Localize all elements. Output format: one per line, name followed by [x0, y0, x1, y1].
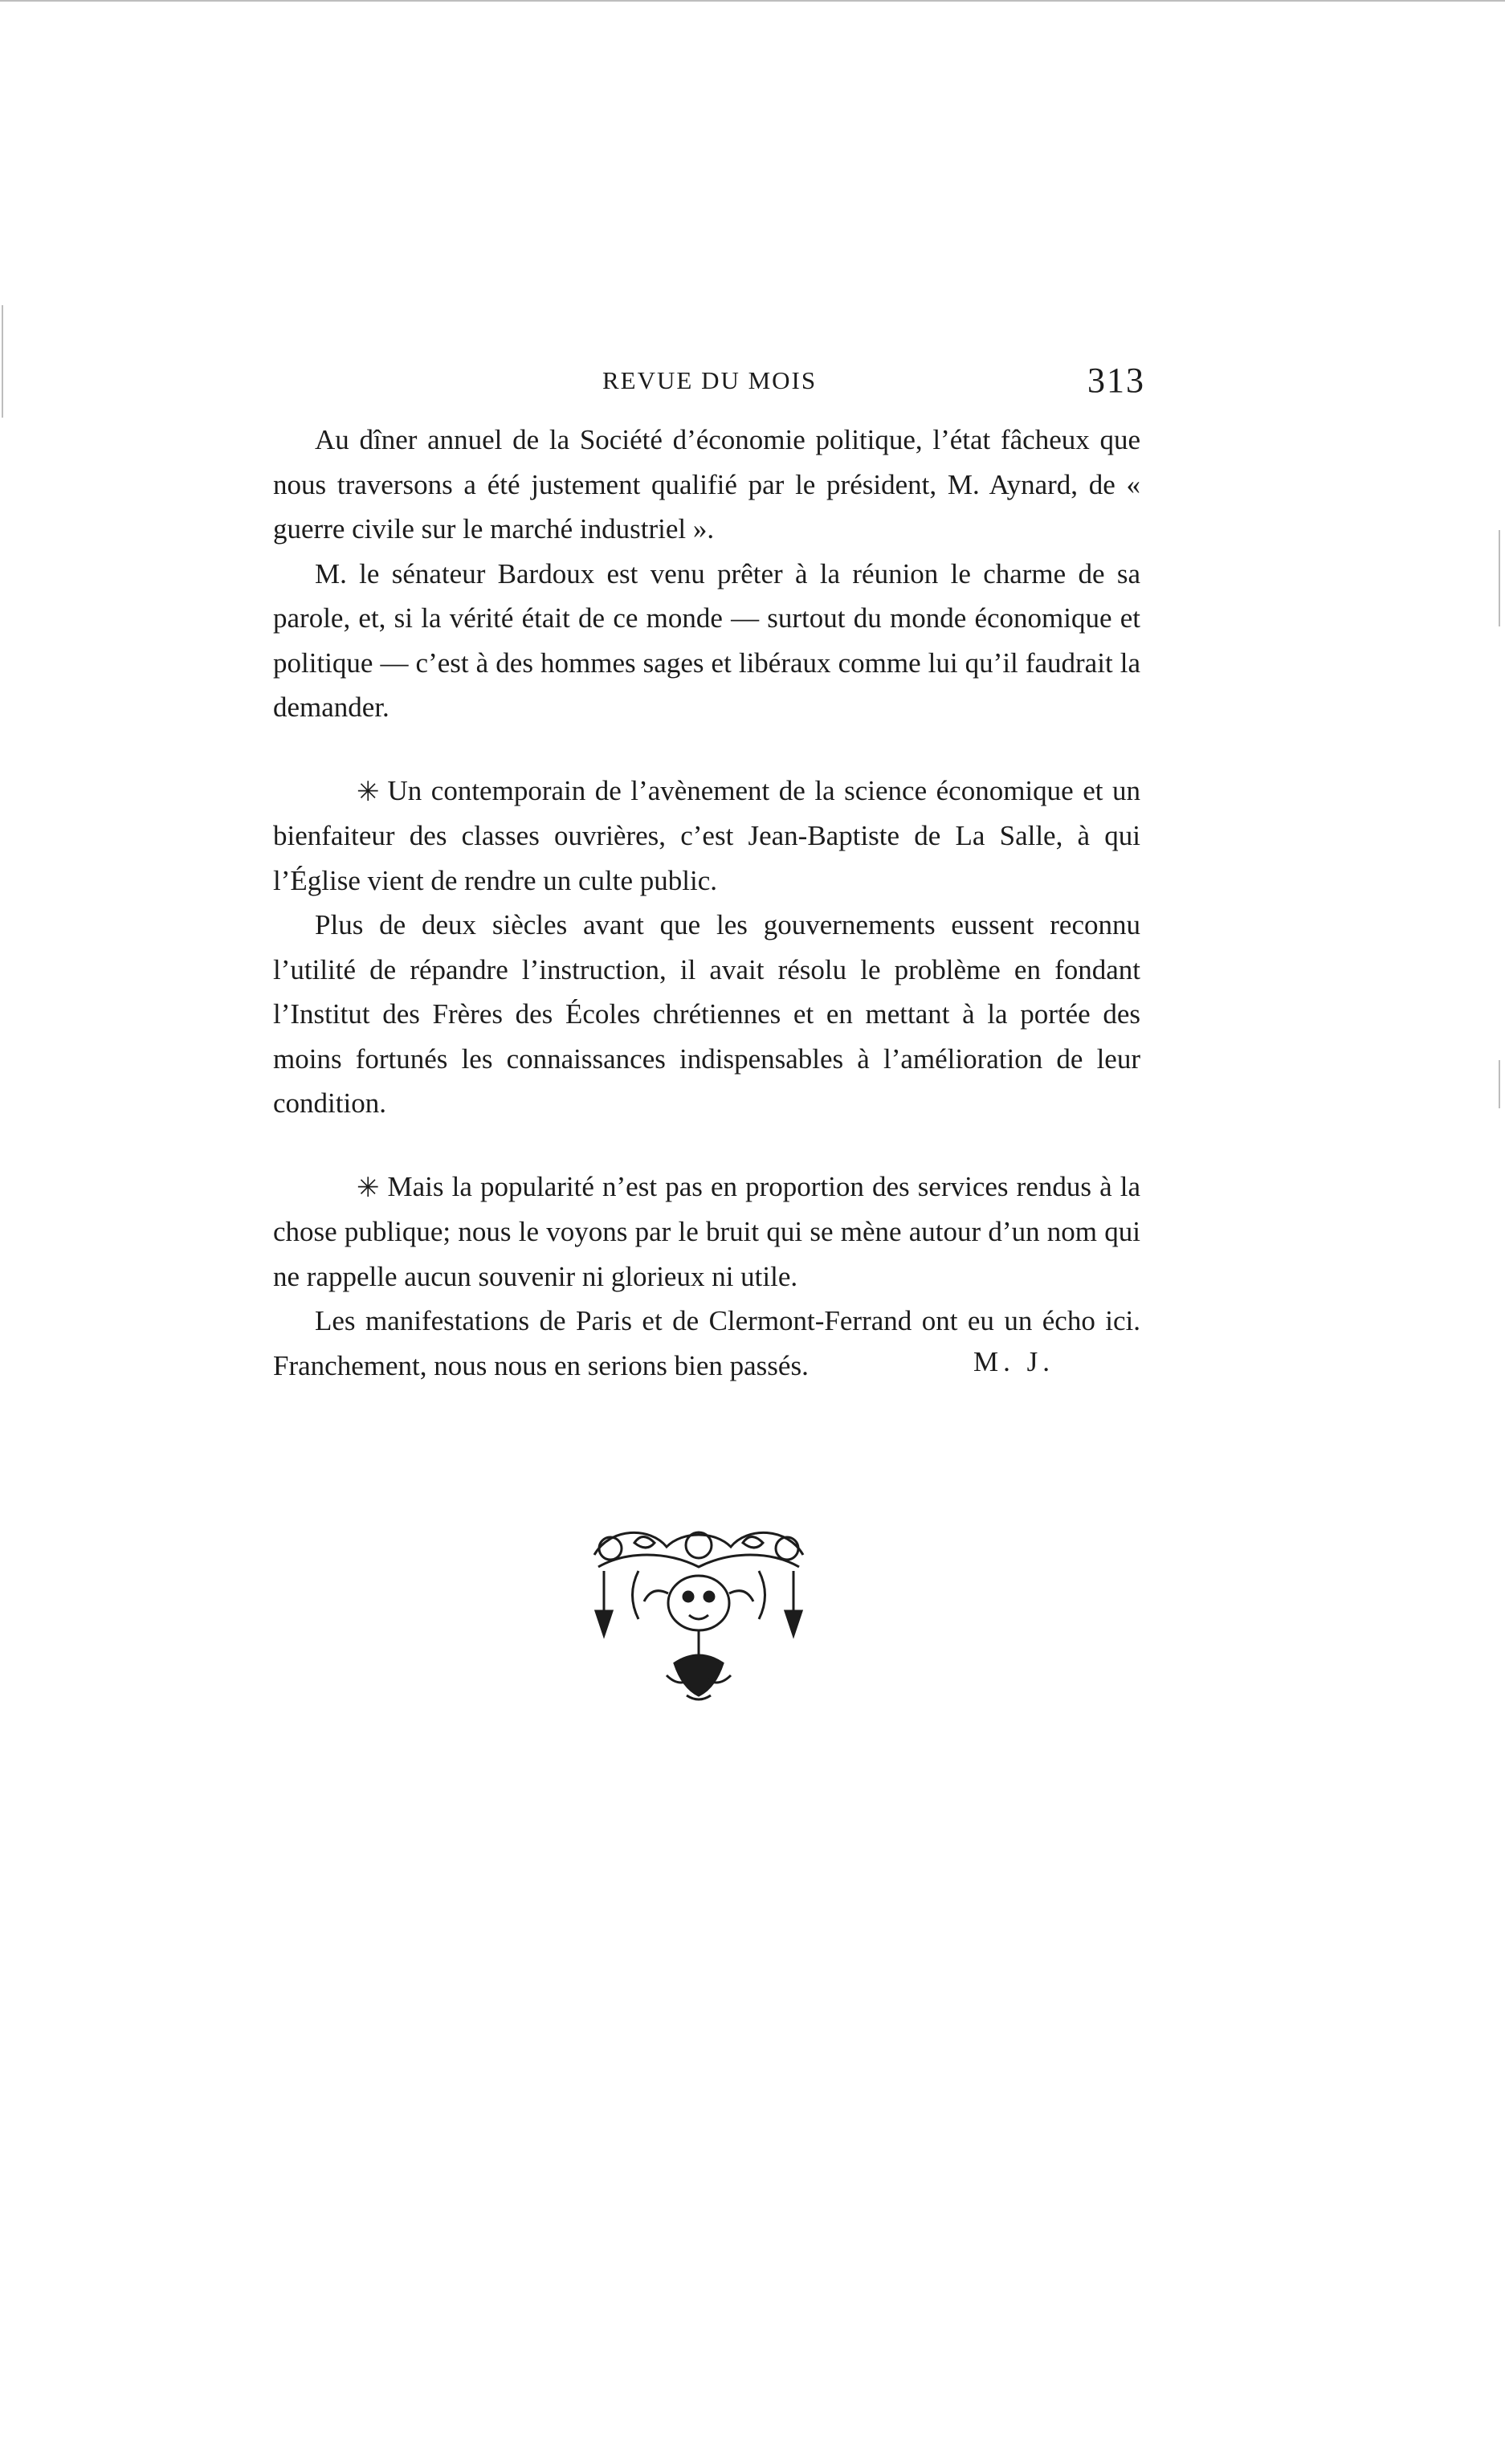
cul-de-lampe-ornament-icon	[578, 1523, 819, 1707]
paragraph-popularite	[273, 1165, 1140, 1299]
paragraph-la-salle	[273, 769, 1140, 904]
paragraph-diner-annuel: Au dîner annuel de la Société d’économie politique, l’état fâcheux que nous traversons a été justement qualifié par le président, M. Aynard, de « guerre civile sur le marché industriel ».	[273, 424, 1140, 545]
paragraph-manifestations: Les manifestations de Paris et de Clermont-Ferrand ont eu un écho ici. Franchement, nous nous en serions bien passés.	[273, 1305, 1140, 1381]
page-number: 313	[1087, 361, 1145, 400]
page-header	[273, 360, 1164, 408]
paragraph-bardoux: M. le sénateur Bardoux est venu prêter à la réunion le charme de sa parole, et, si la vérité était de ce monde — surtout du monde économique et politique — c’est à des hommes sages et libéraux comme lui qu’il faudrait la demander.	[273, 557, 1140, 723]
scan-edge-right-lower	[1499, 1060, 1500, 1108]
asterism-icon: ✳	[357, 777, 380, 807]
paragraph-instruction: Plus de deux siècles avant que les gouvernements eussent reconnu l’utilité de répandre l’instruction, il avait résolu le problème en fondant l’Institut des Frères des Écoles chrétiennes et en mettant à la portée des moins fortunés les connaissances indispensables à l’amélioration de leur condition.	[273, 909, 1140, 1119]
scan-edge-top	[0, 0, 1505, 2]
paragraph-popularite-text: Mais la popularité n’est pas en proportion des services rendus à la chose publique; nous le voyons par le bruit qui se mène autour d’un nom qui ne rappelle aucun souvenir ni glorieux ni utile.	[273, 1170, 1140, 1292]
signature: M. J.	[973, 1346, 1054, 1377]
scan-edge-left	[2, 305, 3, 418]
paragraph-la-salle-text: Un contemporain de l’avènement de la science économique et un bienfaiteur des classes ouvrières, c’est Jean-Baptiste de La Salle, à qui l’Église vient de rendre un culte public.	[273, 774, 1140, 896]
running-title: REVUE DU MOIS	[602, 366, 818, 394]
asterism-icon: ✳	[357, 1173, 380, 1203]
section-spacer	[273, 1126, 1140, 1165]
scan-edge-right	[1499, 530, 1500, 626]
section-spacer	[273, 730, 1140, 769]
article-body	[273, 418, 1140, 1388]
